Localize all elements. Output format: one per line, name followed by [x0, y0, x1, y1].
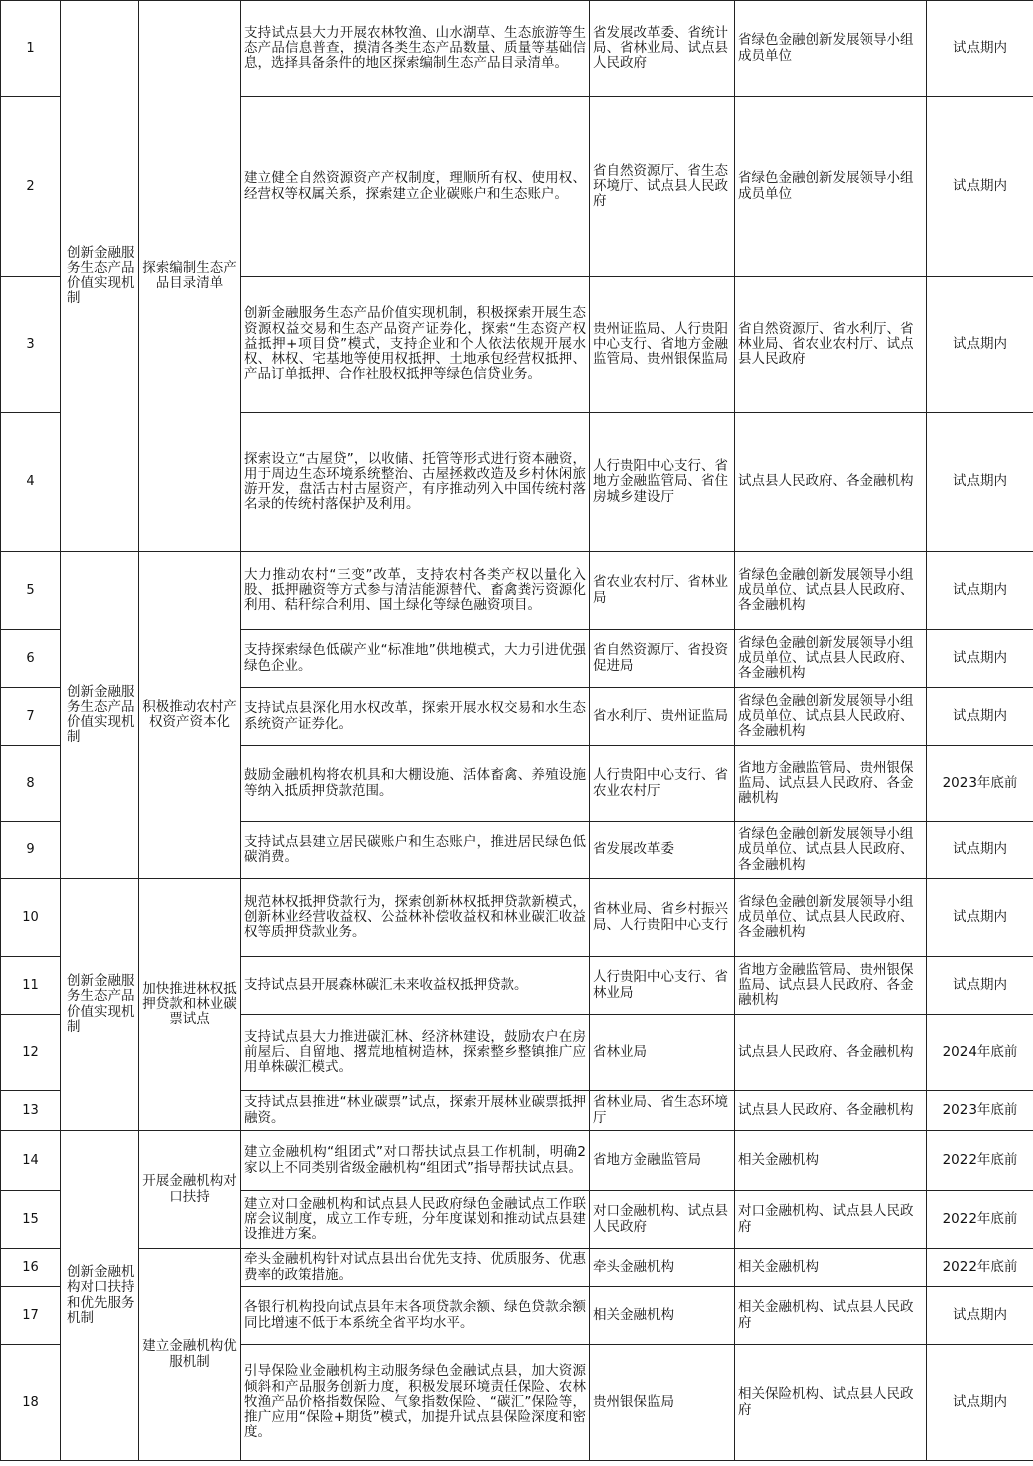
lead-units: 省自然资源厅、省生态环境厅、试点县人民政府: [590, 97, 735, 277]
lead-units: 人行贵阳中心支行、省农业农村厅: [590, 746, 735, 822]
row-number: 7: [1, 688, 61, 746]
lead-units: 省林业局、省生态环境厅: [590, 1091, 735, 1131]
cooperating-units: 试点县人民政府、各金融机构: [735, 413, 927, 552]
cooperating-units: 相关金融机构: [735, 1249, 927, 1287]
cooperating-units: 省绿色金融创新发展领导小组成员单位、试点县人民政府、各金融机构: [735, 822, 927, 879]
lead-units: 对口金融机构、试点县人民政府: [590, 1191, 735, 1249]
task-content: 支持探索绿色低碳产业“标准地”供地模式，大力引进优强绿色企业。: [241, 630, 590, 688]
time-limit: 试点期内: [927, 1, 1033, 97]
cooperating-units: 省地方金融监管局、贵州银保监局、试点县人民政府、各金融机构: [735, 746, 927, 822]
lead-units: 省水利厅、贵州证监局: [590, 688, 735, 746]
task-content: 引导保险业金融机构主动服务绿色金融试点县，加大资源倾斜和产品服务创新力度，积极发展环境责任保险、农林牧渔产品价格指数保险、气象指数保险、“碳汇”保险等，推广应用“保险+期货”模式，加提升试点县保险深度和密度。: [241, 1345, 590, 1461]
category-cell: 创新金融机构对口扶持和优先服务机制: [61, 1131, 139, 1461]
subcategory-cell: 积极推动农村产权资产资本化: [139, 552, 241, 879]
cooperating-units: 省绿色金融创新发展领导小组成员单位、试点县人民政府、各金融机构: [735, 879, 927, 957]
row-number: 13: [1, 1091, 61, 1131]
cooperating-units: 相关金融机构、试点县人民政府: [735, 1287, 927, 1345]
row-number: 18: [1, 1345, 61, 1461]
lead-units: 省农业农村厅、省林业局: [590, 552, 735, 630]
row-number: 17: [1, 1287, 61, 1345]
time-limit: 2024年底前: [927, 1015, 1033, 1091]
cooperating-units: 相关保险机构、试点县人民政府: [735, 1345, 927, 1461]
row-number: 12: [1, 1015, 61, 1091]
time-limit: 试点期内: [927, 879, 1033, 957]
row-number: 5: [1, 552, 61, 630]
cooperating-units: 省自然资源厅、省水利厅、省林业局、省农业农村厅、试点县人民政府: [735, 277, 927, 413]
cooperating-units: 省绿色金融创新发展领导小组成员单位: [735, 1, 927, 97]
table-row: [1, 879, 1033, 957]
table-row: [1, 1249, 1033, 1287]
row-number: 14: [1, 1131, 61, 1191]
table-row: [1, 1131, 1033, 1191]
time-limit: 2022年底前: [927, 1249, 1033, 1287]
lead-units: 牵头金融机构: [590, 1249, 735, 1287]
lead-units: 贵州银保监局: [590, 1345, 735, 1461]
lead-units: 贵州证监局、人行贵阳中心支行、省地方金融监管局、贵州银保监局: [590, 277, 735, 413]
row-number: 10: [1, 879, 61, 957]
time-limit: 2023年底前: [927, 1091, 1033, 1131]
cooperating-units: 对口金融机构、试点县人民政府: [735, 1191, 927, 1249]
category-cell: 创新金融服务生态产品价值实现机制: [61, 1, 139, 552]
row-number: 16: [1, 1249, 61, 1287]
lead-units: 省发展改革委、省统计局、省林业局、试点县人民政府: [590, 1, 735, 97]
lead-units: 省林业局、省乡村振兴局、人行贵阳中心支行: [590, 879, 735, 957]
time-limit: 试点期内: [927, 552, 1033, 630]
time-limit: 试点期内: [927, 413, 1033, 552]
cooperating-units: 省绿色金融创新发展领导小组成员单位、试点县人民政府、各金融机构: [735, 688, 927, 746]
time-limit: 试点期内: [927, 822, 1033, 879]
task-content: 牵头金融机构针对试点县出台优先支持、优质服务、优惠费率的政策措施。: [241, 1249, 590, 1287]
lead-units: 省地方金融监管局: [590, 1131, 735, 1191]
time-limit: 试点期内: [927, 630, 1033, 688]
time-limit: 试点期内: [927, 97, 1033, 277]
task-content: 探索设立“古屋贷”，以收储、托管等形式进行资本融资，用于周边生态环境系统整治、古屋拯救改造及乡村休闲旅游开发，盘活古村古屋资产，有序推动列入中国传统村落名录的传统村落保护及利用。: [241, 413, 590, 552]
lead-units: 人行贵阳中心支行、省林业局: [590, 957, 735, 1015]
category-cell: 创新金融服务生态产品价值实现机制: [61, 879, 139, 1131]
row-number: 9: [1, 822, 61, 879]
subcategory-cell: 探索编制生态产品目录清单: [139, 1, 241, 552]
row-number: 11: [1, 957, 61, 1015]
task-content: 规范林权抵押贷款行为，探索创新林权抵押贷款新模式，创新林业经营收益权、公益林补偿收益权和林业碳汇收益权等质押贷款业务。: [241, 879, 590, 957]
time-limit: 试点期内: [927, 1345, 1033, 1461]
cooperating-units: 试点县人民政府、各金融机构: [735, 1015, 927, 1091]
row-number: 1: [1, 1, 61, 97]
subcategory-cell: 建立金融机构优服机制: [139, 1249, 241, 1461]
task-content: 支持试点县大力开展农林牧渔、山水湖草、生态旅游等生态产品信息普查，摸清各类生态产品数量、质量等基础信息，选择具备条件的地区探索编制生态产品目录清单。: [241, 1, 590, 97]
lead-units: 省发展改革委: [590, 822, 735, 879]
task-content: 建立对口金融机构和试点县人民政府绿色金融试点工作联席会议制度，成立工作专班，分年度谋划和推动试点县建设推进方案。: [241, 1191, 590, 1249]
task-content: 大力推动农村“三变”改革，支持农村各类产权以量化入股、抵押融资等方式参与清洁能源替代、畜禽粪污资源化利用、秸秆综合利用、国土绿化等绿色融资项目。: [241, 552, 590, 630]
table-row: [1, 552, 1033, 630]
task-content: 鼓励金融机构将农机具和大棚设施、活体畜禽、养殖设施等纳入抵质押贷款范围。: [241, 746, 590, 822]
time-limit: 试点期内: [927, 688, 1033, 746]
lead-units: 省自然资源厅、省投资促进局: [590, 630, 735, 688]
task-content: 支持试点县推进“林业碳票”试点，探索开展林业碳票抵押融资。: [241, 1091, 590, 1131]
subcategory-cell: 开展金融机构对口扶持: [139, 1131, 241, 1249]
category-cell: 创新金融服务生态产品价值实现机制: [61, 552, 139, 879]
task-content: 各银行机构投向试点县年末各项贷款余额、绿色贷款余额同比增速不低于本系统全省平均水平。: [241, 1287, 590, 1345]
time-limit: 2022年底前: [927, 1131, 1033, 1191]
row-number: 2: [1, 97, 61, 277]
row-number: 4: [1, 413, 61, 552]
task-content: 支持试点县大力推进碳汇林、经济林建设，鼓励农户在房前屋后、自留地、撂荒地植树造林，探索整乡整镇推广应用单株碳汇模式。: [241, 1015, 590, 1091]
lead-units: 人行贵阳中心支行、省地方金融监管局、省住房城乡建设厅: [590, 413, 735, 552]
time-limit: 试点期内: [927, 1287, 1033, 1345]
table-row: [1, 1, 1033, 97]
row-number: 15: [1, 1191, 61, 1249]
cooperating-units: 省地方金融监管局、贵州银保监局、试点县人民政府、各金融机构: [735, 957, 927, 1015]
cooperating-units: 相关金融机构: [735, 1131, 927, 1191]
task-content: 支持试点县深化用水权改革，探索开展水权交易和水生态系统资产证券化。: [241, 688, 590, 746]
cooperating-units: 省绿色金融创新发展领导小组成员单位: [735, 97, 927, 277]
task-content: 建立金融机构“组团式”对口帮扶试点县工作机制，明确2家以上不同类别省级金融机构“组团式”指导帮扶试点县。: [241, 1131, 590, 1191]
task-content: 支持试点县建立居民碳账户和生态账户，推进居民绿色低碳消费。: [241, 822, 590, 879]
time-limit: 2023年底前: [927, 746, 1033, 822]
row-number: 3: [1, 277, 61, 413]
time-limit: 2022年底前: [927, 1191, 1033, 1249]
lead-units: 省林业局: [590, 1015, 735, 1091]
task-content: 建立健全自然资源资产产权制度，理顺所有权、使用权、经营权等权属关系，探索建立企业碳账户和生态账户。: [241, 97, 590, 277]
time-limit: 试点期内: [927, 957, 1033, 1015]
task-content: 创新金融服务生态产品价值实现机制，积极探索开展生态资源权益交易和生态产品资产证券化，探索“生态资产权益抵押+项目贷”模式，支持企业和个人依法依规开展水权、林权、宅基地等使用权抵押、土地承包经营权抵押、产品订单抵押、合作社股权抵押等绿色信贷业务。: [241, 277, 590, 413]
cooperating-units: 省绿色金融创新发展领导小组成员单位、试点县人民政府、各金融机构: [735, 630, 927, 688]
time-limit: 试点期内: [927, 277, 1033, 413]
row-number: 8: [1, 746, 61, 822]
lead-units: 相关金融机构: [590, 1287, 735, 1345]
task-content: 支持试点县开展森林碳汇未来收益权抵押贷款。: [241, 957, 590, 1015]
row-number: 6: [1, 630, 61, 688]
cooperating-units: 省绿色金融创新发展领导小组成员单位、试点县人民政府、各金融机构: [735, 552, 927, 630]
cooperating-units: 试点县人民政府、各金融机构: [735, 1091, 927, 1131]
subcategory-cell: 加快推进林权抵押贷款和林业碳票试点: [139, 879, 241, 1131]
